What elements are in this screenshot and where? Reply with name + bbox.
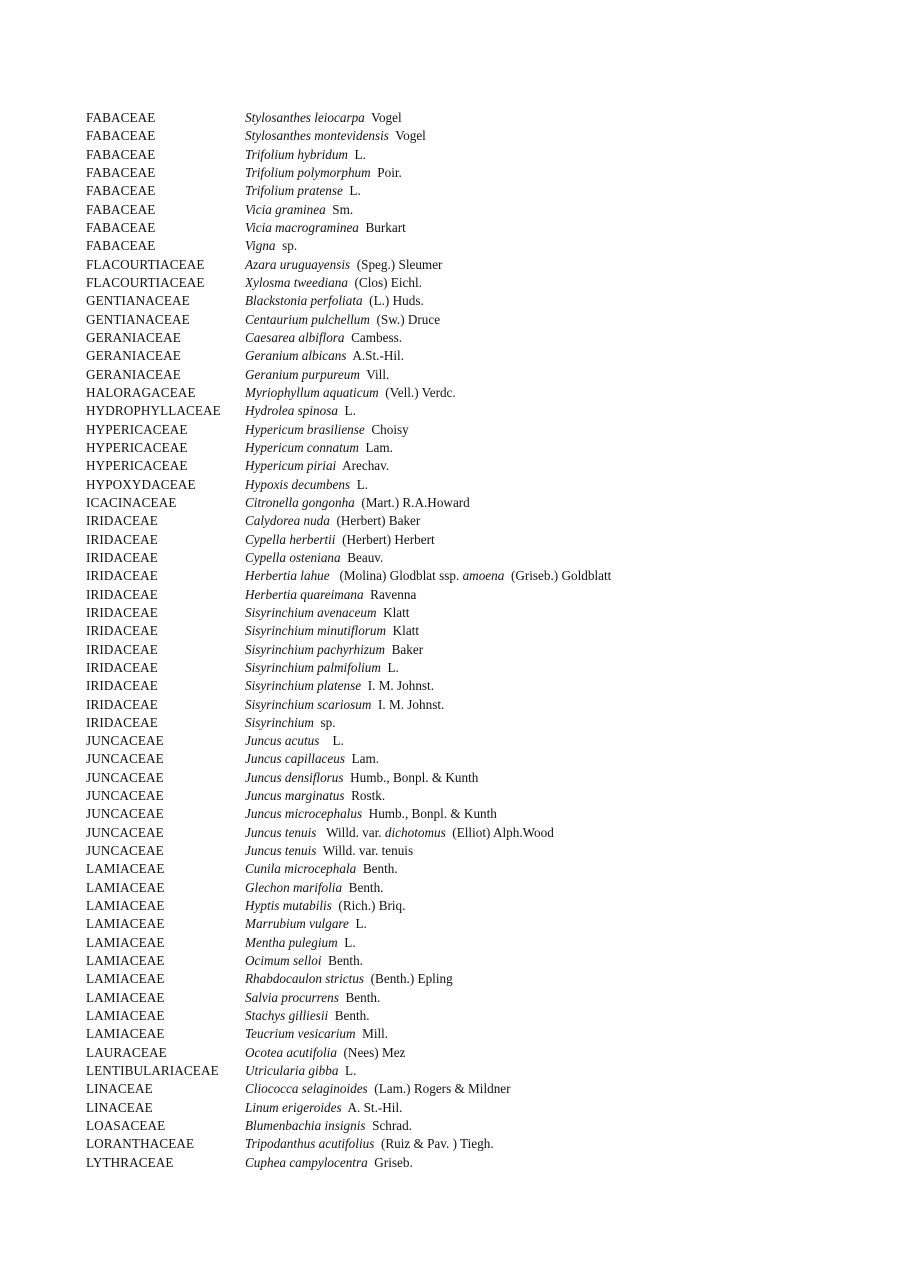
species-epithet: Sisyrinchium palmifolium [245,659,381,675]
family-name: LAMIACEAE [86,879,165,895]
species-authority: I. M. Johnst. [361,678,435,694]
list-item [86,237,846,255]
list-item [86,402,846,420]
species-epithet: Tripodanthus acutifolius [245,1136,375,1152]
species-authority: (Mart.) R.A.Howard [354,494,470,510]
family-name: LAMIACEAE [86,971,165,987]
list-item [86,696,846,714]
species-epithet: Glechon marifolia [245,879,343,895]
species-epithet: Sisyrinchium scariosum [245,696,372,712]
list-item [86,1154,846,1172]
family-name: LENTIBULARIACEAE [86,1063,219,1079]
list-item [86,1007,846,1025]
list-item [86,824,846,842]
family-name: IRIDACEAE [86,659,158,675]
list-item [86,677,846,695]
species-authority: Lam. [358,439,393,455]
species-authority: (Griseb.) Goldblatt [504,568,612,584]
species-authority: Baker [385,641,424,657]
species-authority: Benth. [321,953,363,969]
species-name [245,219,846,237]
species-name [245,164,846,182]
family-name: GERANIACEAE [86,366,181,382]
family-name: LYTHRACEAE [86,1154,174,1170]
species-name [245,677,846,695]
species-name [245,769,846,787]
list-item [86,897,846,915]
list-item [86,494,846,512]
species-epithet: Teucrium vesicarium [245,1026,356,1042]
species-name [245,329,846,347]
list-item [86,531,846,549]
list-item [86,604,846,622]
list-item [86,476,846,494]
species-name [245,952,846,970]
species-name [245,787,846,805]
species-epithet: Centaurium pulchellum [245,311,370,327]
list-item [86,952,846,970]
list-item [86,219,846,237]
species-name [245,366,846,384]
list-item [86,934,846,952]
species-authority: Sm. [325,201,354,217]
list-item [86,989,846,1007]
species-name [245,237,846,255]
species-name [245,182,846,200]
species-authority: Benth. [328,1008,370,1024]
species-epithet: Azara uruguayensis [245,256,351,272]
species-authority: L. [347,146,366,162]
species-name [245,824,846,842]
species-epithet: Cypella osteniana [245,549,341,565]
species-epithet: Xylosma tweediana [245,274,348,290]
species-authority: (Lam.) Rogers & Mildner [367,1081,511,1097]
family-name: HYPOXYDACEAE [86,476,196,492]
family-name: FABACEAE [86,219,156,235]
family-name: HALORAGACEAE [86,384,196,400]
species-authority: Griseb. [367,1154,413,1170]
species-authority: Choisy [364,421,409,437]
species-epithet: Calydorea nuda [245,513,330,529]
species-authority: Benth. [342,879,384,895]
species-name [245,347,846,365]
species-epithet: Sisyrinchium avenaceum [245,604,377,620]
species-name [245,586,846,604]
species-epithet: dichotomus [384,824,446,840]
family-name: IRIDACEAE [86,623,158,639]
species-authority: A. St.-Hil. [341,1099,403,1115]
family-name: JUNCACEAE [86,806,164,822]
species-authority: L. [342,183,361,199]
list-item [86,256,846,274]
species-authority: Mill. [355,1026,389,1042]
species-epithet: Trifolium hybridum [245,146,348,162]
family-name: IRIDACEAE [86,678,158,694]
species-epithet: Juncus marginatus [245,788,345,804]
list-item [86,109,846,127]
list-item [86,750,846,768]
list-item [86,567,846,585]
family-name: JUNCACEAE [86,751,164,767]
species-authority: L. [338,1063,357,1079]
species-name [245,127,846,145]
species-name [245,1080,846,1098]
list-item [86,146,846,164]
species-epithet: Trifolium polymorphum [245,164,371,180]
family-name: LAMIACEAE [86,916,165,932]
list-item [86,274,846,292]
species-authority: Arechav. [336,458,390,474]
species-epithet: Sisyrinchium minutiflorum [245,623,387,639]
species-name [245,1044,846,1062]
species-name [245,842,846,860]
species-name [245,1062,846,1080]
species-name [245,531,846,549]
species-name [245,549,846,567]
list-item [86,384,846,402]
list-item [86,311,846,329]
species-authority: Klatt [386,623,420,639]
species-name [245,109,846,127]
species-epithet: Stylosanthes leiocarpa [245,110,365,125]
species-authority: (Herbert) Herbert [335,531,435,547]
species-epithet: Marrubium vulgare [245,916,349,932]
list-item [86,787,846,805]
list-item [86,366,846,384]
species-authority: L. [380,659,399,675]
species-authority: Burkart [358,219,406,235]
family-name: IRIDACEAE [86,568,158,584]
family-name: GENTIANACEAE [86,311,190,327]
family-name: LAURACEAE [86,1044,167,1060]
species-authority: Rostk. [344,788,386,804]
species-authority: Humb., Bonpl. & Kunth [343,769,479,785]
species-name [245,659,846,677]
list-item [86,1062,846,1080]
list-item [86,1135,846,1153]
species-name [245,1025,846,1043]
species-epithet: Juncus tenuis [245,843,317,859]
species-epithet: Vigna [245,238,276,254]
species-epithet: Cuphea campylocentra [245,1154,368,1170]
list-item [86,1117,846,1135]
family-name: LINACEAE [86,1081,153,1097]
species-name [245,714,846,732]
species-name [245,1135,846,1153]
species-name [245,311,846,329]
species-authority: Willd. var. [316,824,385,840]
species-list [86,109,846,1172]
list-item [86,1044,846,1062]
list-item [86,549,846,567]
species-authority: sp. [313,714,336,730]
list-item [86,860,846,878]
species-authority: A.St.-Hil. [346,348,404,364]
family-name: JUNCACEAE [86,843,164,859]
species-epithet: Hypericum piriai [245,458,337,474]
species-epithet: Juncus acutus [245,733,320,749]
list-item [86,512,846,530]
species-authority: Humb., Bonpl. & Kunth [362,806,497,822]
species-epithet: Sisyrinchium [245,714,314,730]
species-epithet: Stylosanthes montevidensis [245,128,389,144]
list-item [86,1080,846,1098]
species-name [245,494,846,512]
list-item [86,659,846,677]
species-epithet: Myriophyllum aquaticum [245,384,379,400]
species-name [245,292,846,310]
species-authority: (Vell.) Verdc. [378,384,456,400]
species-authority: Lam. [344,751,380,767]
family-name: ICACINACEAE [86,494,177,510]
species-epithet: Juncus tenuis [245,824,317,840]
list-item [86,164,846,182]
family-name: LINACEAE [86,1099,153,1115]
list-item [86,1099,846,1117]
family-name: FABACEAE [86,238,156,254]
species-epithet: Hyptis mutabilis [245,898,332,914]
species-epithet: Herbertia lahue [245,568,330,584]
species-authority: sp. [275,238,298,254]
species-authority: Vill. [359,366,390,382]
list-item [86,292,846,310]
species-authority: L. [319,733,344,749]
species-epithet: Juncus capillaceus [245,751,345,767]
species-epithet: Blumenbachia insignis [245,1118,366,1134]
species-name [245,989,846,1007]
family-name: IRIDACEAE [86,714,158,730]
family-name: JUNCACEAE [86,733,164,749]
species-authority: I. M. Johnst. [371,696,445,712]
family-name: JUNCACEAE [86,824,164,840]
species-name [245,934,846,952]
list-item [86,970,846,988]
species-epithet: Geranium albicans [245,348,347,364]
family-name: IRIDACEAE [86,513,158,529]
species-epithet: Mentha pulegium [245,934,338,950]
species-name [245,274,846,292]
species-name [245,439,846,457]
species-epithet: Juncus microcephalus [245,806,363,822]
species-name [245,805,846,823]
species-epithet: Hypericum connatum [245,439,359,455]
species-name [245,970,846,988]
species-name [245,1154,846,1172]
species-name [245,860,846,878]
species-name [245,384,846,402]
family-name: HYPERICACEAE [86,458,188,474]
family-name: LOASACEAE [86,1118,166,1134]
species-authority: (L.) Huds. [362,293,424,309]
species-name [245,402,846,420]
list-item [86,879,846,897]
species-epithet: Cliococca selaginoides [245,1081,368,1097]
species-epithet: Salvia procurrens [245,989,339,1005]
species-authority: Benth. [338,989,381,1005]
species-epithet: Stachys gilliesii [245,1008,329,1024]
species-epithet: Citronella gongonha [245,494,355,510]
species-epithet: Vicia macrograminea [245,219,359,235]
list-item [86,641,846,659]
list-item [86,457,846,475]
list-item [86,329,846,347]
species-name [245,732,846,750]
family-name: GERANIACEAE [86,348,181,364]
species-epithet: Blackstonia perfoliata [245,293,363,309]
list-item [86,421,846,439]
species-epithet: Geranium purpureum [245,366,360,382]
list-item [86,805,846,823]
family-name: FABACEAE [86,128,156,144]
species-epithet: amoena [462,568,505,584]
species-authority: (Ruiz & Pav. ) Tiegh. [374,1136,494,1152]
species-authority: L. [348,916,367,932]
species-epithet: Trifolium pratense [245,183,343,199]
species-name [245,476,846,494]
species-epithet: Juncus densiflorus [245,769,344,785]
family-name: LAMIACEAE [86,953,165,969]
species-epithet: Ocotea acutifolia [245,1044,337,1060]
species-authority: L. [337,934,356,950]
species-name [245,457,846,475]
species-name [245,622,846,640]
list-item [86,127,846,145]
species-authority: (Molina) Glodblat ssp. [329,568,463,584]
species-authority: Benth. [356,861,398,877]
species-name [245,1007,846,1025]
species-name [245,641,846,659]
species-name [245,421,846,439]
species-epithet: Hypericum brasiliense [245,421,365,437]
family-name: HYPERICACEAE [86,439,188,455]
species-authority: (Speg.) Sleumer [350,256,443,272]
species-authority: Klatt [376,604,410,620]
species-epithet: Caesarea albiflora [245,329,345,345]
family-name: IRIDACEAE [86,641,158,657]
species-authority: Vogel [364,110,402,125]
list-item [86,769,846,787]
species-name [245,604,846,622]
family-name: FLACOURTIACEAE [86,274,205,290]
family-name: HYDROPHYLLACEAE [86,403,221,419]
species-epithet: Hydrolea spinosa [245,403,338,419]
list-item [86,915,846,933]
species-authority: (Sw.) Druce [369,311,441,327]
family-name: IRIDACEAE [86,531,158,547]
species-name [245,750,846,768]
list-item [86,622,846,640]
species-authority: (Elliot) Alph.Wood [445,824,554,840]
species-name [245,146,846,164]
family-name: FABACEAE [86,164,156,180]
species-epithet: Vicia graminea [245,201,326,217]
family-name: IRIDACEAE [86,586,158,602]
list-item [86,732,846,750]
species-authority: (Benth.) Epling [364,971,453,987]
list-item [86,714,846,732]
species-name [245,1099,846,1117]
list-item [86,842,846,860]
list-item [86,439,846,457]
list-item [86,182,846,200]
family-name: LAMIACEAE [86,1026,165,1042]
family-name: LAMIACEAE [86,1008,165,1024]
species-authority: Schrad. [365,1118,413,1134]
family-name: LAMIACEAE [86,861,165,877]
species-authority: (Nees) Mez [336,1044,406,1060]
species-authority: Beauv. [340,549,384,565]
species-authority: Vogel [388,128,426,144]
species-authority: Poir. [370,164,402,180]
family-name: IRIDACEAE [86,604,158,620]
list-item [86,586,846,604]
species-name [245,256,846,274]
family-name: FLACOURTIACEAE [86,256,205,272]
species-name [245,567,846,585]
species-authority: L. [337,403,356,419]
species-epithet: Ocimum selloi [245,953,322,969]
species-epithet: Herbertia quareimana [245,586,364,602]
species-epithet: Cypella herbertii [245,531,336,547]
family-name: GENTIANACEAE [86,293,190,309]
family-name: FABACEAE [86,146,156,162]
species-name [245,879,846,897]
species-epithet: Utricularia gibba [245,1063,339,1079]
species-authority: Ravenna [363,586,417,602]
species-epithet: Rhabdocaulon strictus [245,971,365,987]
family-name: GERANIACEAE [86,329,181,345]
species-epithet: Sisyrinchium platense [245,678,362,694]
species-name [245,897,846,915]
list-item [86,347,846,365]
species-authority: (Herbert) Baker [329,513,421,529]
family-name: FABACEAE [86,183,156,199]
family-name: IRIDACEAE [86,549,158,565]
species-epithet: Linum erigeroides [245,1099,342,1115]
family-name: FABACEAE [86,201,156,217]
family-name: IRIDACEAE [86,696,158,712]
species-name [245,201,846,219]
family-name: JUNCACEAE [86,788,164,804]
species-epithet: Cunila microcephala [245,861,357,877]
list-item [86,1025,846,1043]
species-epithet: Hypoxis decumbens [245,476,351,492]
list-item [86,201,846,219]
species-name [245,915,846,933]
species-name [245,1117,846,1135]
species-name [245,696,846,714]
family-name: LAMIACEAE [86,989,165,1005]
family-name: HYPERICACEAE [86,421,188,437]
family-name: LAMIACEAE [86,898,165,914]
species-name [245,512,846,530]
family-name: JUNCACEAE [86,769,164,785]
family-name: FABACEAE [86,110,156,125]
family-name: LAMIACEAE [86,934,165,950]
species-epithet: Sisyrinchium pachyrhizum [245,641,386,657]
species-authority: (Rich.) Briq. [331,898,406,914]
species-authority: Cambess. [344,329,403,345]
species-authority: L. [350,476,369,492]
species-authority: (Clos) Eichl. [347,274,422,290]
family-name: LORANTHACEAE [86,1136,195,1152]
species-authority: Willd. var. tenuis [316,843,414,859]
